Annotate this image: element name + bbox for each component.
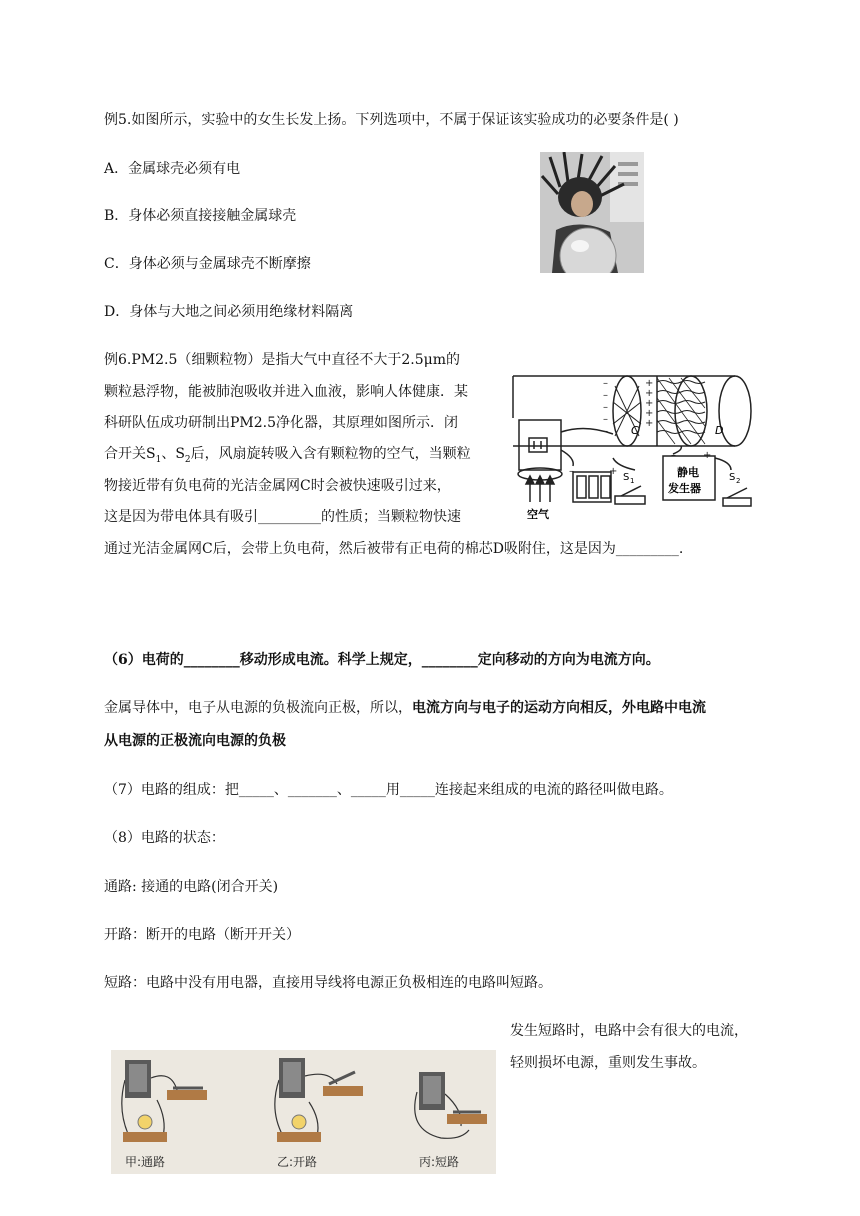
ex5-option-c: C．身体必须与金属球壳不断摩擦 <box>104 256 311 272</box>
caption-short: 丙:短路 <box>419 1155 460 1169</box>
svg-text:+: + <box>645 398 654 409</box>
sec7-circuit-composition: （7）电路的组成：把_____、_______、_____用_____连接起来组成的电流的路径叫做电路。 <box>104 782 673 798</box>
label-s2: S <box>729 472 736 483</box>
svg-text:–: – <box>671 450 676 461</box>
svg-text:–: – <box>569 466 574 477</box>
air-label: 空气 <box>527 508 549 521</box>
static-electricity-photo <box>540 152 644 273</box>
girl-hair-photo-illustration <box>540 152 644 273</box>
sec6-paragraph-line-1: 金属导体中，电子从电源的负极流向正极，所以，电流方向与电子的运动方向相反，外电路中电流 <box>104 700 706 716</box>
switch-1 <box>167 1090 207 1100</box>
svg-text:+: + <box>609 466 618 477</box>
svg-text:+: + <box>645 418 654 429</box>
sec8-short-circuit: 短路：电路中没有用电器，直接用导线将电源正负极相连的电路叫短路。 <box>104 975 552 991</box>
svg-text:+: + <box>645 378 654 389</box>
sec6-definition: （6）电荷的________移动形成电流。科学上规定，________定向移动的方向为电流方向。 <box>104 652 660 668</box>
svg-text:–: – <box>603 426 608 437</box>
bulb-base-2 <box>277 1132 321 1142</box>
ex5-question: 例5.如图所示，实验中的女生长发上扬。下列选项中，不属于保证该实验成功的必要条件是( ) <box>104 112 679 128</box>
charge-signs <box>569 378 711 477</box>
ex6-line-4: 合开关$S_1$、$S_2$后，风扇旋转吸入含有颗粒物的空气，当颗粒 <box>104 446 471 465</box>
sec8-title: （8）电路的状态： <box>104 830 225 846</box>
sec8-closed-circuit: 通路: 接通的电路(闭合开关) <box>104 879 279 895</box>
circuit-states-photo <box>111 1050 496 1174</box>
label-s2-sub: 2 <box>736 477 741 485</box>
label-s1: S <box>623 472 630 483</box>
sec6-paragraph-line-2: 从电源的正极流向电源的负极 <box>104 733 286 749</box>
caption-closed: 甲:通路 <box>125 1155 166 1169</box>
circuit-states-illustration <box>111 1050 496 1174</box>
switch-3 <box>447 1114 487 1124</box>
svg-text:+: + <box>703 450 712 461</box>
bulb-1 <box>138 1115 152 1129</box>
ex6-line-5: 物接近带有负电荷的光洁金属网C时会被快速吸引过来， <box>104 478 451 494</box>
svg-text:–: – <box>603 414 608 425</box>
bulb-base-1 <box>123 1132 167 1142</box>
ex6-line-7: 通过光洁金属网C后，会带上负电荷，然后被带有正电荷的棉芯D吸附住，这是因为_________. <box>104 541 684 557</box>
ex6-line-6: 这是因为带电体具有吸引_________的性质；当颗粒物快速 <box>104 509 461 525</box>
ex6-line-2: 颗粒悬浮物，能被肺泡吸收并进入血液，影响人体健康．某 <box>104 384 468 400</box>
ex5-option-a: A．金属球壳必须有电 <box>104 161 241 177</box>
sec8-note-line-2: 轻则损坏电源，重则发生事故。 <box>510 1055 706 1071</box>
label-d: D <box>715 424 724 437</box>
sec8-open-circuit: 开路：断开的电路（断开开关） <box>104 927 300 943</box>
svg-text:–: – <box>603 390 608 401</box>
ex6-line-3: 科研队伍成功研制出PM2.5净化器，其原理如图所示．闭 <box>104 415 459 431</box>
label-c: C <box>631 424 639 437</box>
generator-label-2: 发生器 <box>668 482 701 495</box>
pm25-purifier-diagram <box>505 362 755 524</box>
ex5-option-d: D．身体与大地之间必须用绝缘材料隔离 <box>104 304 354 320</box>
svg-text:+: + <box>645 388 654 399</box>
svg-text:–: – <box>603 378 608 389</box>
label-s1-sub: 1 <box>630 477 635 485</box>
sec8-note-line-1: 发生短路时，电路中会有很大的电流， <box>510 1023 748 1039</box>
svg-text:–: – <box>603 402 608 413</box>
svg-text:+: + <box>645 408 654 419</box>
caption-open: 乙:开路 <box>277 1155 318 1169</box>
ex6-line-1: 例6.PM2.5（细颗粒物）是指大气中直径不大于2.5μm的 <box>104 352 461 368</box>
bulb-2 <box>292 1115 306 1129</box>
switch-2 <box>323 1086 363 1096</box>
ex5-option-b: B．身体必须直接接触金属球壳 <box>104 208 297 224</box>
generator-label-1: 静电 <box>677 466 699 479</box>
